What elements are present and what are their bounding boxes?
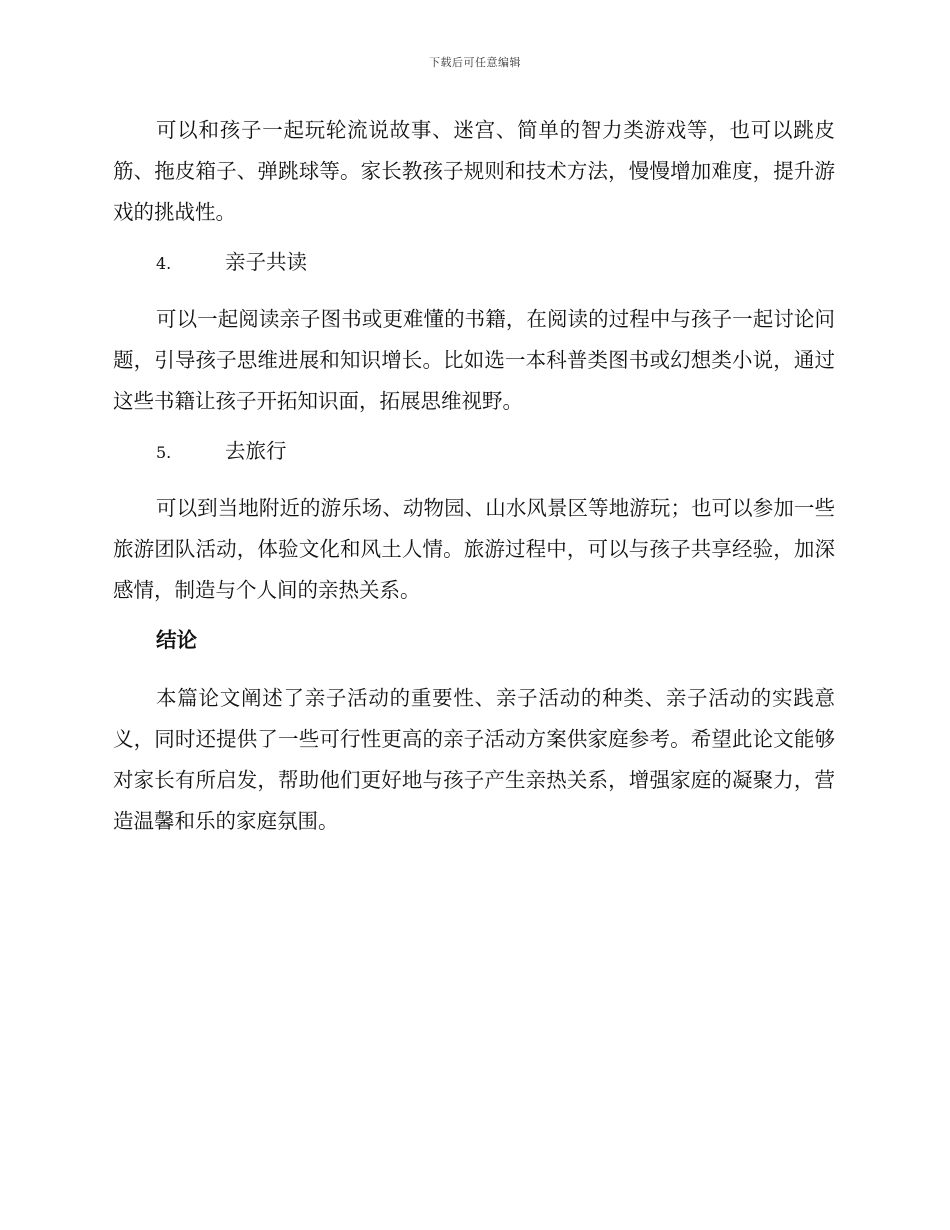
list-title: 去旅行 [225,439,287,463]
list-number: 4. [156,254,172,273]
list-title: 亲子共读 [225,250,307,274]
paragraph-reading: 可以一起阅读亲子图书或更难懂的书籍，在阅读的过程中与孩子一起讨论问题，引导孩子思维进展和知识增长。比如选一本科普类图书或幻想类小说，通过这些书籍让孩子开拓知识面，拓展思维视野。 [113,307,835,413]
list-item-reading [113,242,835,283]
section-title-conclusion: 结论 [156,628,197,652]
paragraph-travel: 可以到当地附近的游乐场、动物园、山水风景区等地游玩；也可以参加一些旅游团队活动，体验文化和风土人情。旅游过程中，可以与孩子共享经验，加深感情，制造与个人间的亲热关系。 [113,496,835,602]
paragraph-conclusion: 本篇论文阐述了亲子活动的重要性、亲子活动的种类、亲子活动的实践意义，同时还提供了一些可行性更高的亲子活动方案供家庭参考。希望此论文能够对家长有所启发，帮助他们更好地与孩子产生亲热关系，增强家庭的凝聚力，营造温馨和乐的家庭氛围。 [113,686,835,833]
paragraph-games: 可以和孩子一起玩轮流说故事、迷宫、简单的智力类游戏等，也可以跳皮筋、拖皮箱子、弹跳球等。家长教孩子规则和技术方法，慢慢增加难度，提升游戏的挑战性。 [113,118,835,224]
page-header: 下载后可任意编辑 [429,56,521,69]
list-number: 5. [156,443,172,462]
document-body [113,110,835,842]
list-item-travel [113,431,835,472]
